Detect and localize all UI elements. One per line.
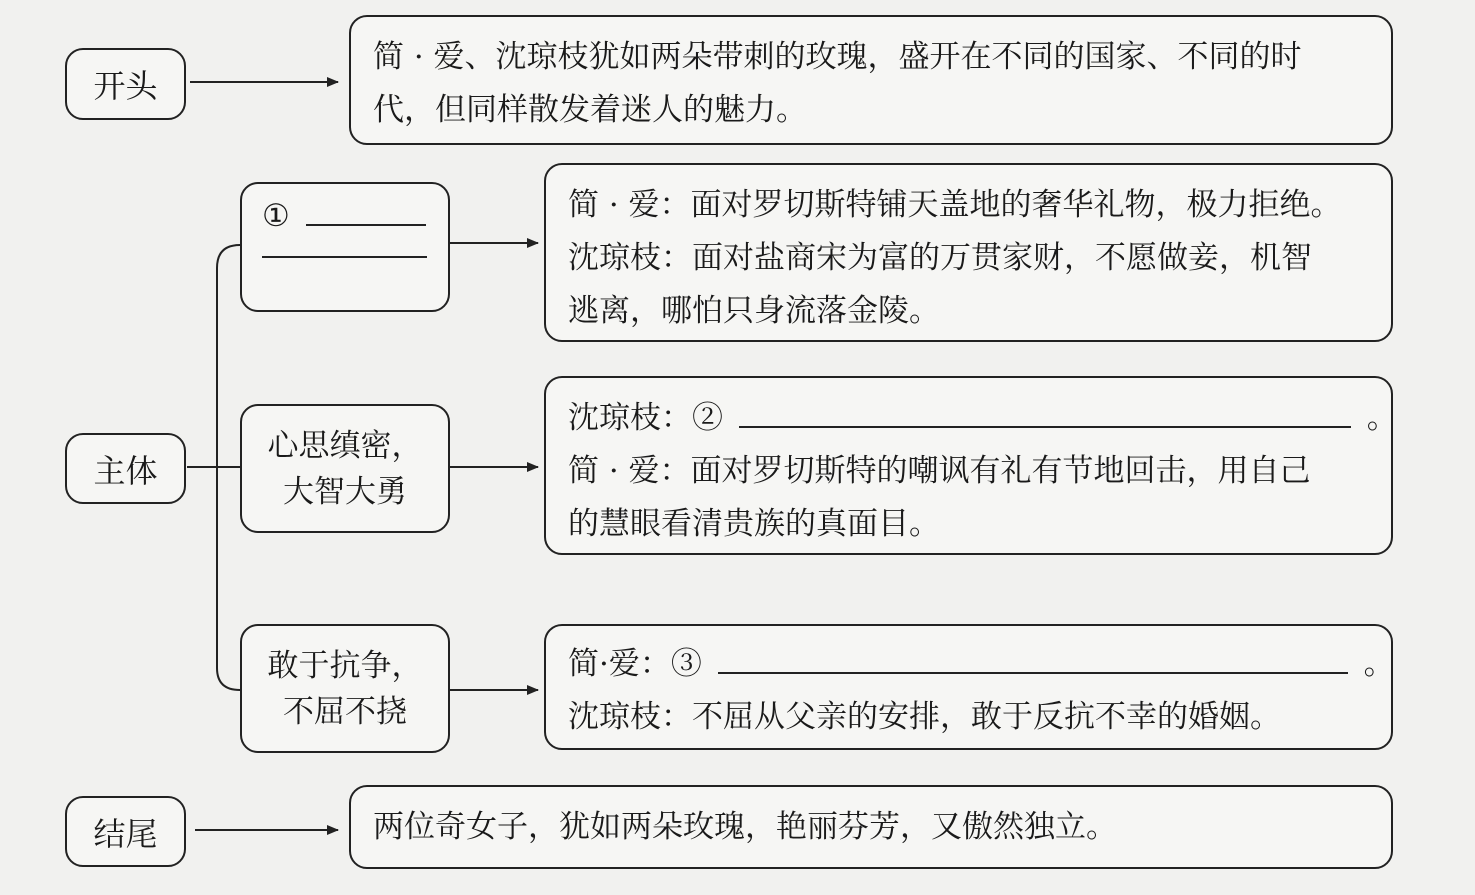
body-label: 主体 <box>93 451 158 490</box>
opening-label-box <box>65 48 186 120</box>
branch-3-line-1 <box>568 638 1395 691</box>
branch-1-blank-box <box>240 182 450 312</box>
opening-content-box <box>349 15 1393 145</box>
answer-blank-1b[interactable] <box>262 256 427 258</box>
branch-2-line-1-prefix: 沈琼枝：② <box>568 400 723 436</box>
answer-blank-3[interactable] <box>718 670 1348 674</box>
branch-2-category-box <box>240 404 450 533</box>
branch-3-line-1-suffix: 。 <box>1363 646 1395 682</box>
branch-1-content-box <box>544 163 1393 342</box>
answer-blank-2[interactable] <box>739 424 1351 428</box>
branch-3-line-2: 沈琼枝：不屈从父亲的安排，敢于反抗不幸的婚姻。 <box>568 699 1281 735</box>
answer-blank-1a[interactable] <box>306 222 426 226</box>
branch-3-category-box <box>240 624 450 753</box>
ending-text: 两位奇女子，犹如两朵玫瑰，艳丽芬芳，又傲然独立。 <box>373 809 1117 845</box>
branch-3-category-line-2: 不屈不挠 <box>283 693 407 730</box>
branch-2-line-2: 简 · 爱：面对罗切斯特的嘲讽有礼有节地回击，用自己 <box>568 453 1311 489</box>
ending-content-box <box>349 785 1393 869</box>
branch-1-line-3: 逃离，哪怕只身流落金陵。 <box>568 293 940 329</box>
opening-text-line-2: 代，但同样散发着迷人的魅力。 <box>373 92 807 128</box>
branch-3-category-line-1: 敢于抗争， <box>267 647 423 684</box>
branch-1-line-2: 沈琼枝：面对盐商宋为富的万贯家财，不愿做妾，机智 <box>568 240 1312 276</box>
branch-2-line-1 <box>568 392 1398 445</box>
branch-2-content-box <box>544 376 1398 555</box>
branch-3-content-box <box>544 624 1393 750</box>
blank-marker-1: ① <box>262 198 290 234</box>
branch-2-line-1-suffix: 。 <box>1366 400 1398 436</box>
branch-1-line-1: 简 · 爱：面对罗切斯特铺天盖地的奢华礼物，极力拒绝。 <box>568 187 1342 223</box>
branch-2-category-line-1: 心思缜密， <box>267 427 423 464</box>
ending-label-box <box>65 796 186 867</box>
ending-label: 结尾 <box>93 814 158 853</box>
opening-label: 开头 <box>93 67 158 105</box>
branch-2-category-line-2: 大智大勇 <box>283 473 407 510</box>
opening-text-line-1: 简 · 爱、沈琼枝犹如两朵带刺的玫瑰，盛开在不同的国家、不同的时 <box>373 39 1302 75</box>
branch-2-line-3: 的慧眼看清贵族的真面目。 <box>568 506 940 542</box>
body-label-box <box>65 433 186 504</box>
branch-3-line-1-prefix: 简·爱：③ <box>568 646 702 682</box>
